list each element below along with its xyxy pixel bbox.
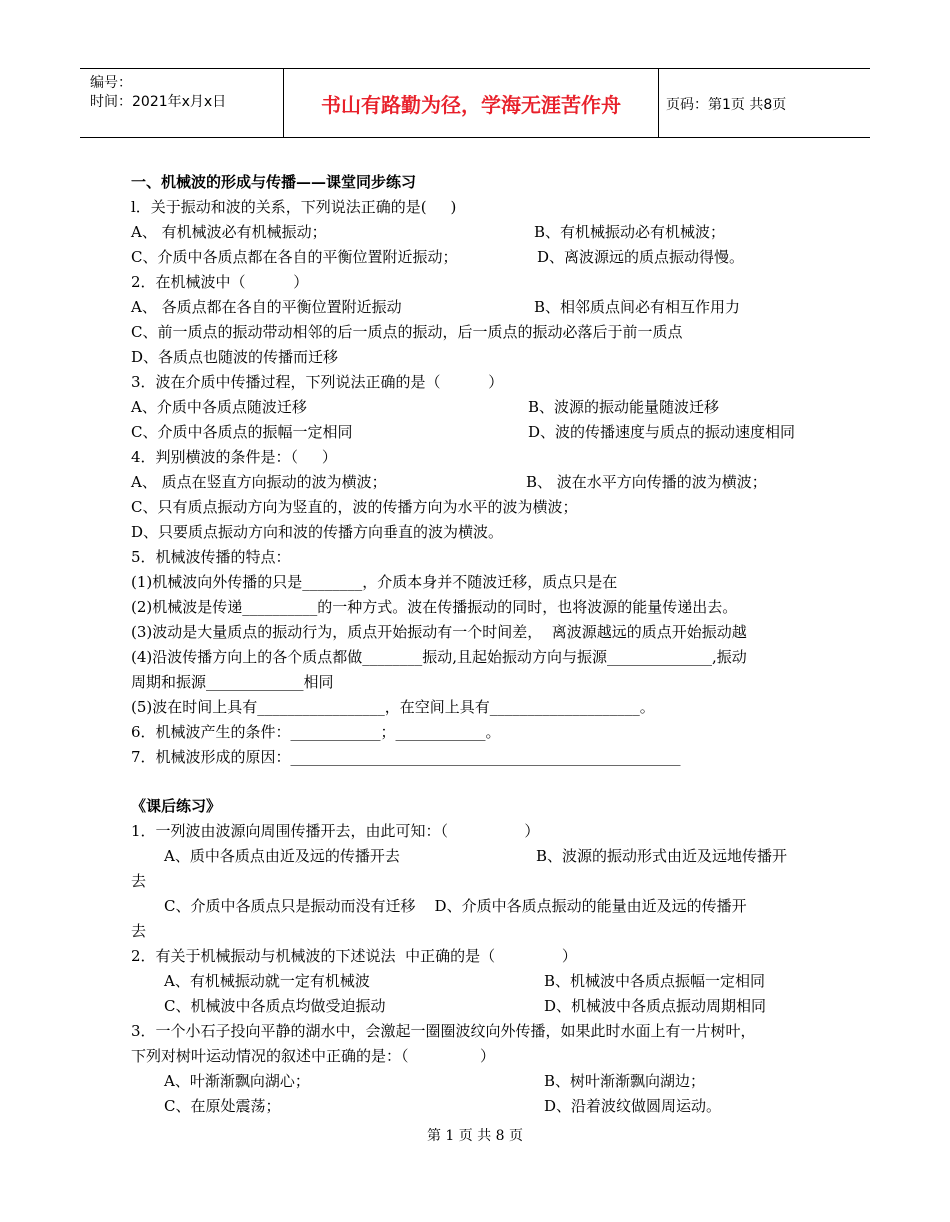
- q2-option-a: A、 各质点都在各自的平衡位置附近振动: [131, 298, 402, 316]
- q2-option-d: D、各质点也随波的传播而迁移: [131, 348, 339, 366]
- hw-q3-option-a: A、叶渐渐飘向湖心；: [164, 1072, 310, 1090]
- hw-q3-option-b: B、树叶渐渐飘向湖边；: [544, 1072, 706, 1090]
- q3-option-d: D、波的传播速度与质点的振动速度相同: [528, 423, 796, 441]
- hw-q3-stem-cont: 下列对树叶运动情况的叙述中正确的是：（ ）: [131, 1047, 496, 1065]
- hw-q2-option-c: C、机械波中各质点均做受迫振动: [164, 997, 386, 1015]
- q4-stem: 4．判别横波的条件是：（ ）: [131, 448, 337, 466]
- q1-stem: l．关于振动和波的关系，下列说法正确的是( ): [131, 198, 457, 216]
- q3-stem: 3．波在介质中传播过程，下列说法正确的是（ ）: [131, 373, 504, 391]
- hw-q1-option-b: B、波源的振动形式由近及远地传播开: [536, 847, 788, 865]
- hw-q3-option-c: C、在原处震荡；: [164, 1097, 281, 1115]
- q5-item-2: (2)机械波是传递__________的一种方式。波在传播振动的同时，也将波源的能量传递出去。: [131, 598, 738, 616]
- q3-option-a: A、介质中各质点随波迁移: [131, 398, 307, 416]
- q5-stem: 5．机械波传播的特点：: [131, 548, 291, 566]
- hw-q2-stem: 2．有关于机械振动与机械波的下述说法 中正确的是（ ）: [131, 947, 577, 965]
- hw-q1-option-b-cont: 去: [131, 872, 147, 890]
- q7: 7．机械波形成的原因：____________________________________________________: [131, 748, 681, 766]
- hw-q3-stem: 3．一个小石子投向平静的湖水中，会激起一圈圈波纹向外传播，如果此时水面上有一片树叶，: [131, 1022, 756, 1040]
- q5-item-5: (5)波在时间上具有_________________，在空间上具有____________________。: [131, 698, 655, 716]
- q3-option-c: C、介质中各质点的振幅一定相同: [131, 423, 353, 441]
- q5-item-4: (4)沿波传播方向上的各个质点都做________振动,且起始振动方向与振源______________,振动: [131, 648, 747, 666]
- q5-item-3: (3)波动是大量质点的振动行为，质点开始振动有一个时间差， 离波源越远的质点开始振动越: [131, 623, 747, 641]
- q1-option-a: A、 有机械波必有机械振动；: [131, 223, 327, 241]
- hw-q3-option-d: D、沿着波纹做圆周运动。: [544, 1097, 722, 1115]
- q5-item-1: (1)机械波向外传播的只是________，介质本身并不随波迁移，质点只是在: [131, 573, 618, 591]
- q6: 6．机械波产生的条件：____________；____________。: [131, 723, 501, 741]
- section2-title: 《课后练习》: [131, 797, 222, 815]
- hw-q1-stem: 1．一列波由波源向周围传播开去，由此可知：（ ）: [131, 822, 540, 840]
- q4-option-b: B、 波在水平方向传播的波为横波；: [526, 473, 767, 491]
- q4-option-d: D、只要质点振动方向和波的传播方向垂直的波为横波。: [131, 523, 504, 541]
- number-label: 编号：: [90, 75, 132, 91]
- q4-option-a: A、 质点在竖直方向振动的波为横波；: [131, 473, 387, 491]
- motto: 书山有路勤为径，学海无涯苦作舟: [284, 69, 659, 137]
- q1-option-d: D、离波源远的质点振动得慢。: [537, 248, 745, 266]
- hw-q2-option-a: A、有机械振动就一定有机械波: [164, 972, 370, 990]
- hw-q1-option-c-d: C、介质中各质点只是振动而没有迁移 D、介质中各质点振动的能量由近及远的传播开: [164, 897, 747, 915]
- hw-q2-option-d: D、机械波中各质点振动周期相同: [544, 997, 767, 1015]
- hw-q2-option-b: B、机械波中各质点振幅一定相同: [544, 972, 766, 990]
- header-table: [80, 68, 870, 138]
- q2-option-c: C、前一质点的振动带动相邻的后一质点的振动，后一质点的振动必落后于前一质点: [131, 323, 683, 341]
- page-label: 页码：第1页 共8页: [666, 97, 787, 113]
- page-footer: 第 1 页 共 8 页: [426, 1128, 524, 1144]
- q2-stem: 2．在机械波中（ ）: [131, 273, 309, 291]
- time-label: 时间：2021年x月x日: [90, 94, 227, 110]
- hw-q1-option-a: A、质中各质点由近及远的传播开去: [164, 847, 400, 865]
- hw-q1-option-d-cont: 去: [131, 922, 147, 940]
- q1-option-b: B、有机械振动必有机械波；: [534, 223, 726, 241]
- q5-item-4-cont: 周期和振源_____________相同: [131, 673, 334, 691]
- header-left-cell: [80, 69, 284, 137]
- q2-option-b: B、相邻质点间必有相互作用力: [534, 298, 741, 316]
- q4-option-c: C、只有质点振动方向为竖直的，波的传播方向为水平的波为横波；: [131, 498, 578, 516]
- section1-title: 一、机械波的形成与传播——课堂同步练习: [131, 173, 417, 191]
- q1-option-c: C、介质中各质点都在各自的平衡位置附近振动；: [131, 248, 458, 266]
- q3-option-b: B、波源的振动能量随波迁移: [528, 398, 720, 416]
